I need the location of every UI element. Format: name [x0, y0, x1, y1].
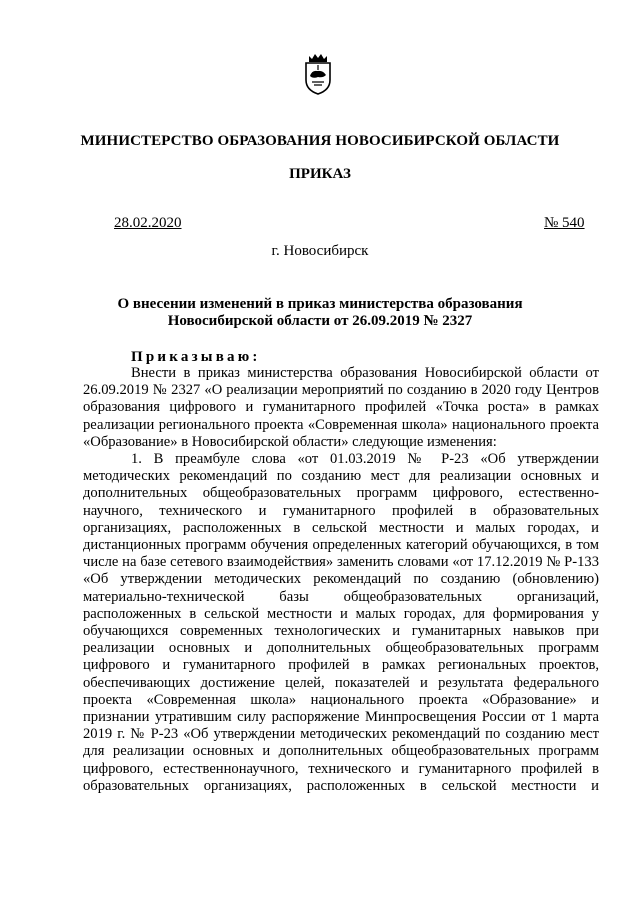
document-date: 28.02.2020	[114, 215, 182, 231]
novosibirsk-coat-of-arms-icon	[301, 52, 335, 96]
body-paragraph: Внести в приказ министерства образования Новосибирской области от 26.09.2019 № 2327 «О реализации мероприятий по созданию в 2020 году Центров образования цифрового и гуманитарного профилей «Точка роста» в рамках реализации регионального проекта «Современная школа» национального проекта «Образование» в Новосибирской области» следующие изменения:	[83, 365, 599, 450]
order-word: Приказываю:	[131, 349, 261, 365]
document-subject: О внесении изменений в приказ министерства образования Новосибирской области от 26.09.2019 № 2327	[117, 296, 523, 329]
document-city: г. Новосибирск	[271, 243, 369, 259]
document-number: № 540	[544, 215, 585, 231]
ministry-title: МИНИСТЕРСТВО ОБРАЗОВАНИЯ НОВОСИБИРСКОЙ ОБЛАСТИ	[80, 133, 560, 149]
document-type: ПРИКАЗ	[289, 166, 351, 182]
document-body	[83, 365, 599, 795]
body-paragraph: 1. В преамбуле слова «от 01.03.2019 № Р-23 «Об утверждении методических рекомендаций по созданию мест для реализации основных и дополнительных общеобразовательных программ цифрового, естественно-научного, технического и гуманитарного профилей в образовательных организациях, расположенных в сельской местности и малых городах, и дистанционных программ обучения определенных категорий обучающихся, в том числе на базе сетевого взаимодействия» заменить словами «от 17.12.2019 № Р-133 «Об утверждении методических рекомендаций по созданию (обновлению) материально-технической базы общеобразовательных организаций, расположенных в сельской местности и малых городах, для формирования у обучающихся современных технологических и гуманитарных навыков при реализации основных и дополнительных общеобразовательных программ цифрового и гуманитарного профилей в рамках региональных проектов, обеспечивающих достижение целей, показателей и результата федерального проекта «Современная школа» национального проекта «Образование» и признании утратившим силу распоряжение Минпросвещения России от 1 марта 2019 г. № Р-23 «Об утверждении методических рекомендаций по созданию мест для реализации основных и дополнительных общеобразовательных программ цифрового, естественнонаучного, технического и гуманитарного профилей в образовательных организациях, расположенных в сельской местности и	[83, 451, 599, 794]
